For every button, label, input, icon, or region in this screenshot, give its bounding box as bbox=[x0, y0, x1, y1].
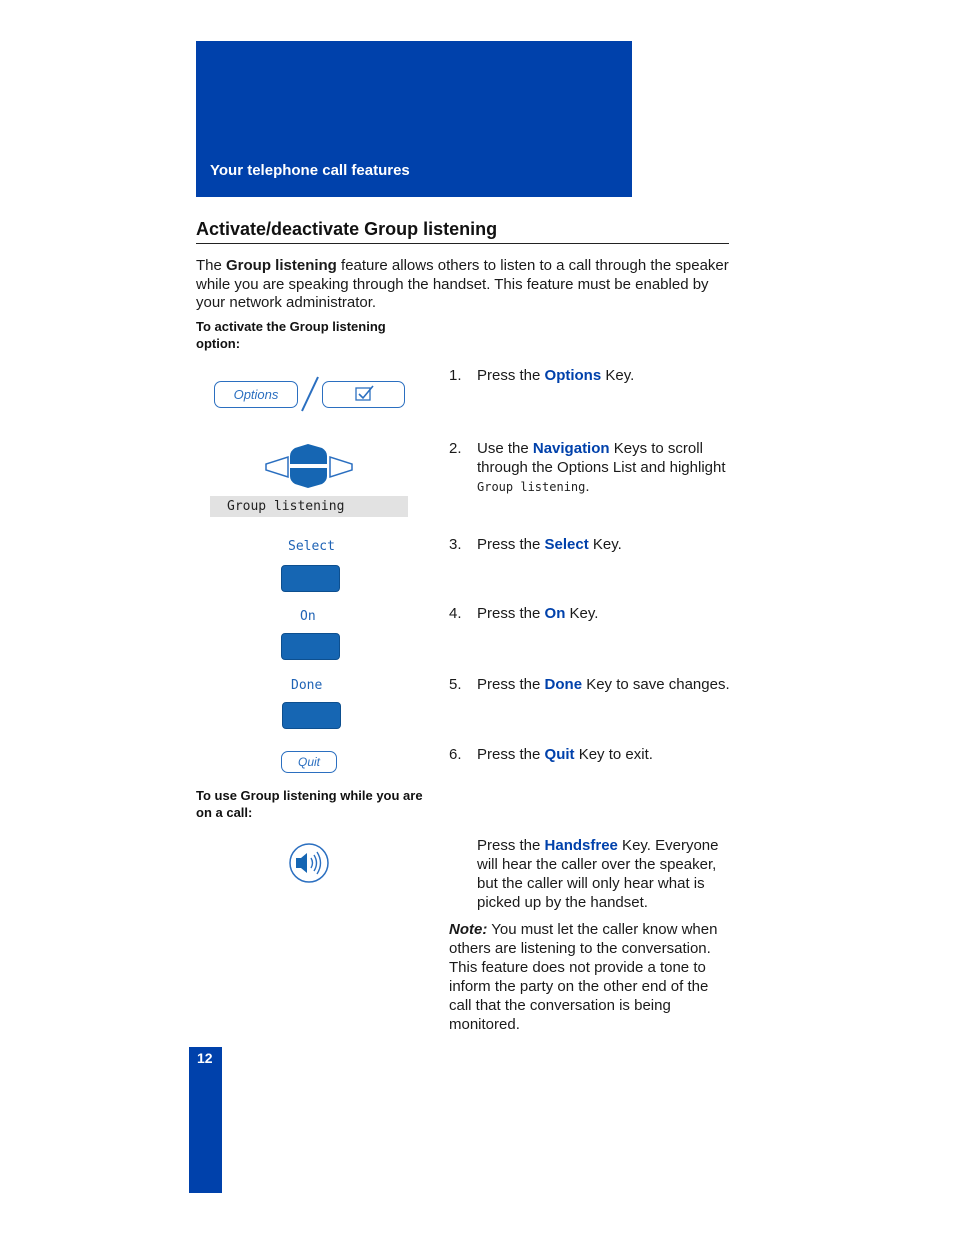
step-5: 5. Press the Done Key to save changes. bbox=[449, 676, 730, 693]
section-title: Activate/deactivate Group listening bbox=[196, 219, 498, 239]
quit-softkey[interactable]: Quit bbox=[281, 751, 337, 773]
handsfree-instruction: Press the Handsfree Key. Everyone will hear the caller over the speaker, but the caller will only hear what is picked up by the handset. bbox=[477, 837, 719, 911]
intro-feature-name: Group listening bbox=[226, 257, 337, 274]
select-button[interactable] bbox=[281, 565, 340, 592]
note-paragraph: Note: You must let the caller know when others are listening to the conversation. This feature does not provide a tone to inform the party on the other end of the call that the conversation is being monitored. bbox=[449, 921, 718, 1033]
step-3: 3. Press the Select Key. bbox=[449, 536, 622, 553]
slash-separator-icon bbox=[298, 374, 322, 414]
on-button[interactable] bbox=[281, 633, 340, 660]
note-label: Note: bbox=[449, 921, 488, 938]
navigation-key-ref: Navigation bbox=[532, 440, 610, 457]
on-softkey-label: On bbox=[300, 609, 316, 624]
select-softkey-label: Select bbox=[288, 539, 335, 554]
step-6: 6. Press the Quit Key to exit. bbox=[449, 746, 653, 763]
options-key-ref: Options bbox=[544, 367, 602, 384]
step-4: 4. Press the On Key. bbox=[449, 605, 599, 622]
handsfree-speaker-icon[interactable] bbox=[288, 842, 330, 884]
step-1: 1. Press the Options Key. bbox=[449, 367, 635, 384]
options-checkmark-key[interactable] bbox=[322, 381, 405, 408]
page-tab bbox=[189, 1047, 222, 1193]
done-button[interactable] bbox=[282, 702, 341, 729]
checkbox-icon bbox=[323, 382, 404, 407]
call-heading: To use Group listening while you are on a call: bbox=[196, 788, 423, 820]
navigation-keys-icon[interactable] bbox=[262, 443, 356, 489]
display-text: Group listening bbox=[227, 499, 345, 514]
page-number: 12 bbox=[197, 1050, 213, 1066]
done-softkey-label: Done bbox=[291, 678, 323, 693]
select-key-ref: Select bbox=[544, 536, 589, 553]
done-key-ref: Done bbox=[544, 676, 583, 693]
quit-key-ref: Quit bbox=[544, 746, 575, 763]
handsfree-key-ref: Handsfree bbox=[544, 837, 618, 854]
header-title: Your telephone call features bbox=[210, 162, 410, 179]
options-softkey[interactable]: Options bbox=[214, 381, 298, 408]
step-2: 2. Use the Navigation Keys to scroll through the Options List and highlight Group listening. bbox=[449, 440, 726, 495]
on-key-ref: On bbox=[544, 605, 566, 622]
section-divider bbox=[196, 243, 729, 244]
intro-paragraph: The Group listening feature allows others to listen to a call through the speaker while you are speaking through the handset. This feature must be enabled by your network administrator. bbox=[196, 257, 729, 311]
highlight-option-text: Group listening bbox=[477, 480, 586, 494]
activate-heading: To activate the Group listening option: bbox=[196, 319, 386, 351]
